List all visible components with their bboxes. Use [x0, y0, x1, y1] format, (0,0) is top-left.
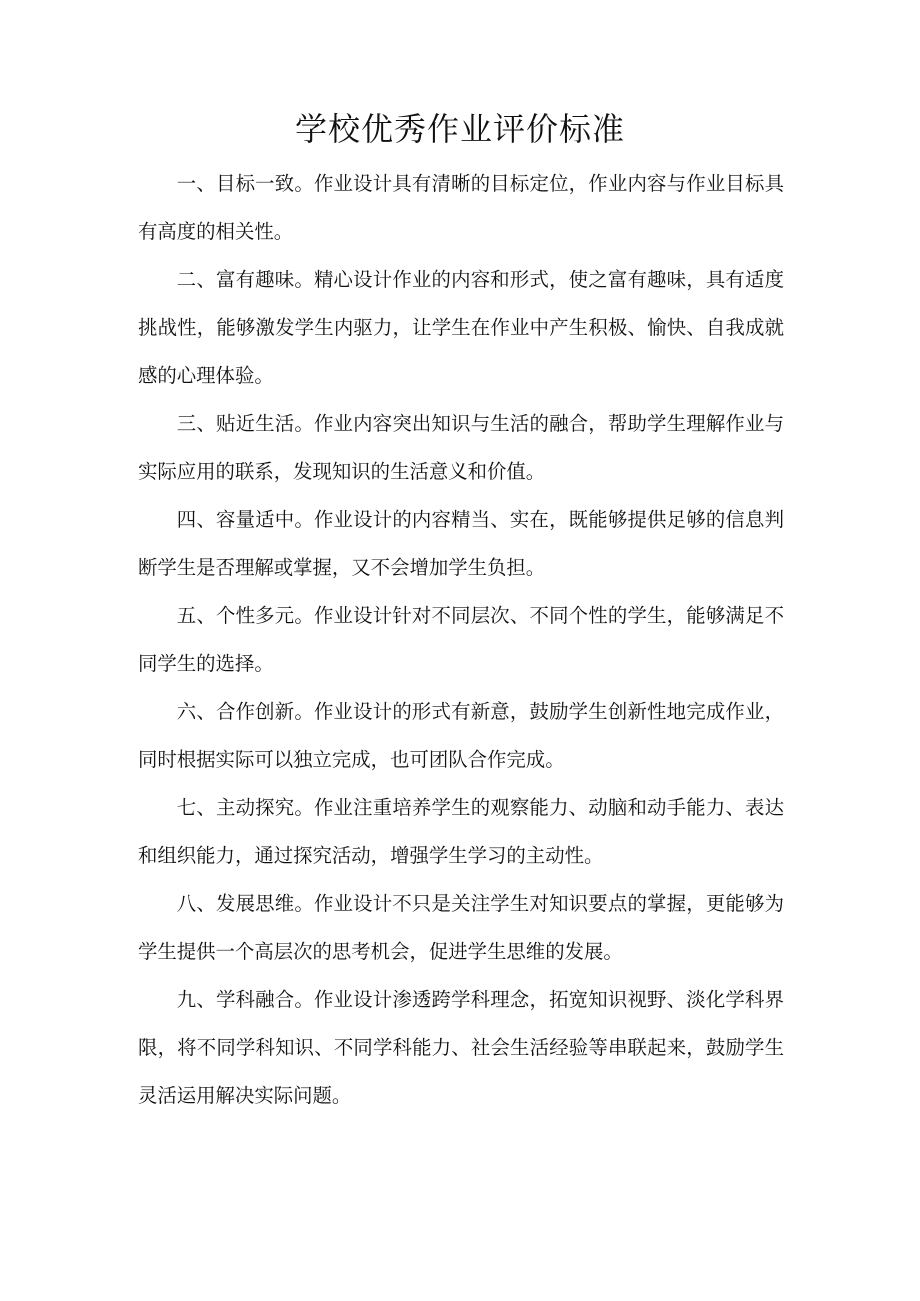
criterion-paragraph-8: 八、发展思维。作业设计不只是关注学生对知识要点的掌握，更能够为学生提供一个高层次的思考机会，促进学生思维的发展。 [138, 892, 784, 963]
page-title: 学校优秀作业评价标准 [294, 110, 625, 148]
criterion-paragraph-4: 四、容量适中。作业设计的内容精当、实在，既能够提供足够的信息判断学生是否理解或掌握，又不会增加学生负担。 [138, 508, 784, 579]
criterion-paragraph-9: 九、学科融合。作业设计渗透跨学科理念，拓宽知识视野、淡化学科界限，将不同学科知识、不同学科能力、社会生活经验等串联起来，鼓励学生灵活运用解决实际问题。 [138, 988, 784, 1107]
document-body [138, 160, 784, 1120]
criterion-paragraph-1: 一、目标一致。作业设计具有清晰的目标定位，作业内容与作业目标具有高度的相关性。 [138, 172, 784, 243]
criterion-paragraph-3: 三、贴近生活。作业内容突出知识与生活的融合，帮助学生理解作业与实际应用的联系，发现知识的生活意义和价值。 [138, 412, 784, 483]
criterion-paragraph-7: 七、主动探究。作业注重培养学生的观察能力、动脑和动手能力、表达和组织能力，通过探究活动，增强学生学习的主动性。 [138, 796, 784, 867]
criterion-paragraph-5: 五、个性多元。作业设计针对不同层次、不同个性的学生，能够满足不同学生的选择。 [138, 604, 784, 675]
criterion-paragraph-2: 二、富有趣味。精心设计作业的内容和形式，使之富有趣味，具有适度挑战性，能够激发学生内驱力，让学生在作业中产生积极、愉快、自我成就感的心理体验。 [138, 268, 784, 387]
criterion-paragraph-6: 六、合作创新。作业设计的形式有新意，鼓励学生创新性地完成作业，同时根据实际可以独立完成，也可团队合作完成。 [138, 700, 784, 771]
